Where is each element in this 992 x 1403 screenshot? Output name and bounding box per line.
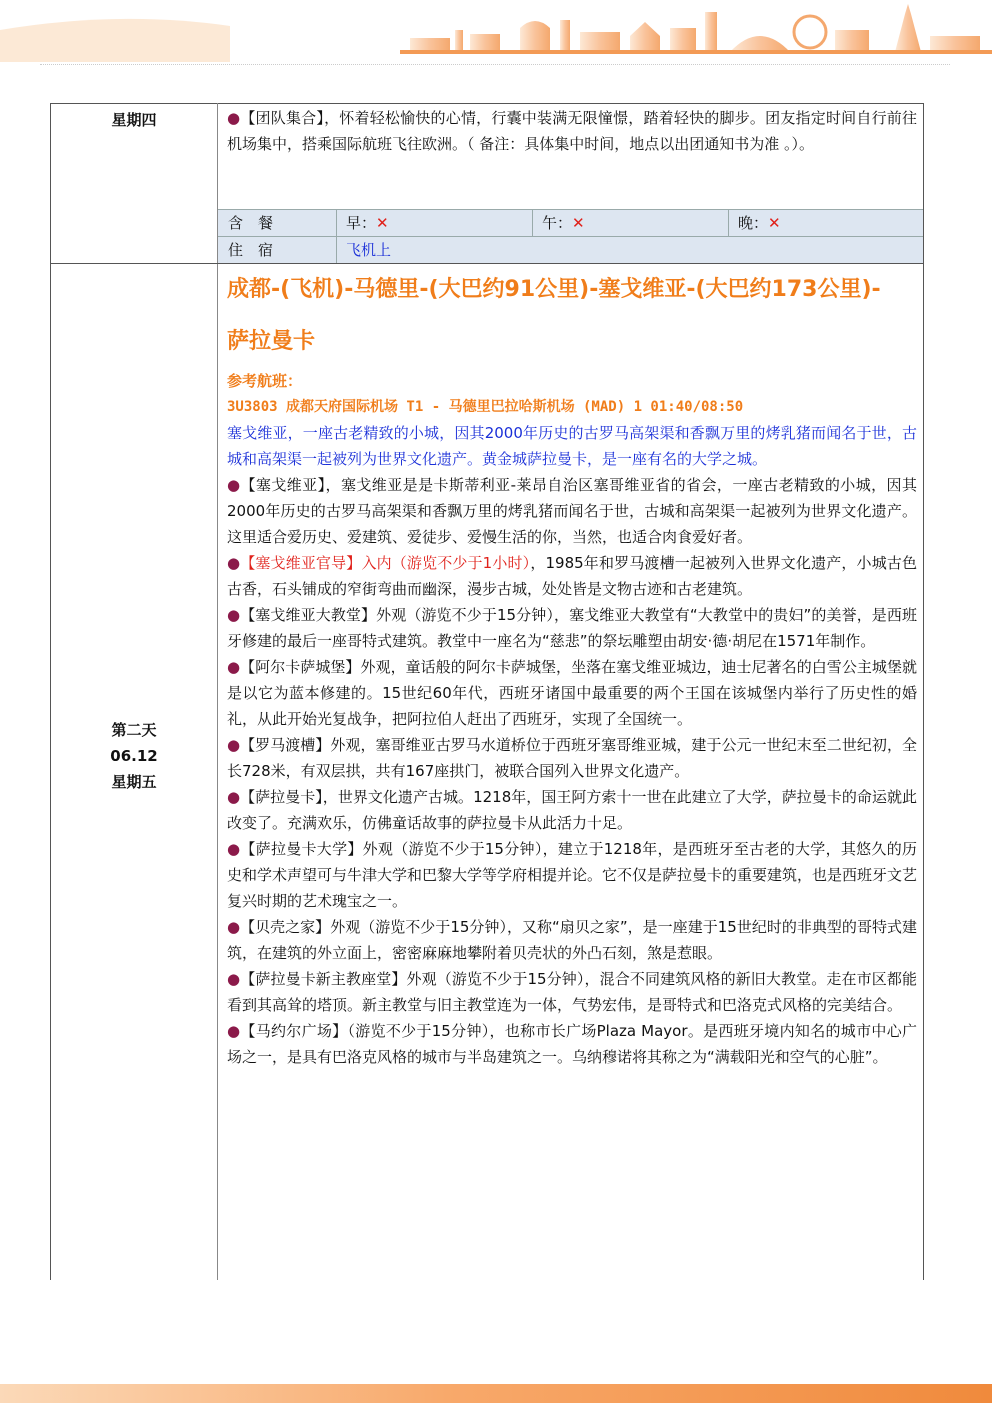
bullet-icon: ● [227,1022,241,1040]
dinner-cell: 晚：✕ [738,214,781,232]
day1-weekday: 星期四 [111,111,157,129]
header-divider [40,64,950,65]
day2-route-title-1: 成都-(飞机)-马德里-(大巴约91公里)-塞戈维亚-(大巴约173公里)- [227,277,881,302]
day2-description [227,264,917,1070]
attraction-item: ●【贝壳之家】外观（游览不少于15分钟），又称“扇贝之家”，是一座建于15世纪时的非典型的哥特式建筑，在建筑的外立面上，密密麻麻地攀附着贝壳状的外凸石刻，煞是惹眼。 [227,918,917,962]
day2-day: 第二天 [111,721,157,739]
footer-band [0,1384,992,1403]
stay-row [218,236,923,263]
stay-value: 飞机上 [346,241,392,259]
bullet-icon: ● [227,736,241,754]
bullet-icon: ● [227,970,241,988]
attraction-item: ●【马约尔广场】（游览不少于15分钟），也称市长广场Plaza Mayor。是西班牙境内知名的城市中心广场之一，是具有巴洛克风格的城市与半岛建筑之一。乌纳穆诺将其称之为“满载阳光和空气的心脏”。 [227,1022,917,1066]
lunch-x-icon: ✕ [572,214,585,232]
dinner-x-icon: ✕ [768,214,781,232]
breakfast-x-icon: ✕ [376,214,389,232]
day2-date: 06.12 [110,747,158,765]
bullet-icon: ● [227,918,241,936]
lunch-cell: 午：✕ [542,214,585,232]
day2-route-title-2: 萨拉曼卡 [227,329,316,354]
attraction-item: ●【塞戈维亚】，塞戈维亚是是卡斯蒂利亚-莱昂自治区塞哥维亚省的省会，一座古老精致的小城，因其2000年历史的古罗马高架渠和香飘万里的烤乳猪而闻名于世，古城和高架渠一起被列为世界文化遗产。这里适合爱历史、爱建筑、爱徒步、爱慢生活的你，当然，也适合肉食爱好者。 [227,476,917,546]
day1-description [227,105,917,157]
day2-weekday: 星期五 [111,773,157,791]
day1-text: 【团队集合】，怀着轻松愉快的心情，行囊中装满无限憧憬，踏着轻快的脚步。团友指定时间自行前往机场集中，搭乘国际航班飞往欧洲。（ 备注：具体集中时间，地点以出团通知书为准 。）。 [227,109,917,153]
breakfast-cell: 早：✕ [346,214,389,232]
attraction-item: ●【塞戈维亚大教堂】外观（游览不少于15分钟），塞戈维亚大教堂有“大教堂中的贵妇”的美誉，是西班牙修建的最后一座哥特式建筑。教堂中一座名为“慈悲”的祭坛雕塑由胡安·德·胡尼在1571年制作。 [227,606,917,650]
header-banner [0,0,992,62]
flight-info: 3U3803 成都天府国际机场 T1 - 马德里巴拉哈斯机场 (MAD) 1 01:40/08:50 [227,399,744,415]
bullet-icon: ● [227,606,241,624]
attraction-item: ●【萨拉曼卡大学】外观（游览不少于15分钟），建立于1218年，是西班牙至古老的大学，其悠久的历史和学术声望可与牛津大学和巴黎大学等学府相提并论。它不仅是萨拉曼卡的重要建筑，也是西班牙文艺复兴时期的艺术瑰宝之一。 [227,840,918,910]
day2-label [51,717,217,795]
stay-label: 住 宿 [228,241,274,259]
table-top-border [51,103,923,104]
bullet-icon: ● [227,658,241,676]
day2-intro: 塞戈维亚，一座古老精致的小城，因其2000年历史的古罗马高架渠和香飘万里的烤乳猪而闻名于世，古城和高架渠一起被列为世界文化遗产。黄金城萨拉曼卡，是一座有名的大学之城。 [227,424,917,468]
bullet-icon: ● [227,840,241,858]
flight-label: 参考航班： [227,372,303,390]
bullet-icon: ● [227,554,241,572]
itinerary-table [50,103,924,1280]
bullet-icon: ● [227,109,241,127]
bullet-icon: ● [227,476,241,494]
attraction-item: ●【罗马渡槽】外观，塞哥维亚古罗马水道桥位于西班牙塞哥维亚城，建于公元一世纪末至二世纪初，全长728米，有双层拱，共有167座拱门，被联合国列入世界文化遗产。 [227,736,917,780]
column-divider [217,103,218,1280]
attraction-item: ●【萨拉曼卡新主教座堂】外观（游览不少于15分钟），混合不同建筑风格的新旧大教堂。走在市区都能看到其高耸的塔顶。新主教堂与旧主教堂连为一体，气势宏伟，是哥特式和巴洛克式风格的完美结合。 [227,970,917,1014]
attraction-item: ●【萨拉曼卡】，世界文化遗产古城。1218年，国王阿方索十一世在此建立了大学，萨拉曼卡的命运就此改变了。充满欢乐，仿佛童话故事的萨拉曼卡从此活力十足。 [227,788,917,832]
attraction-item: ●【塞戈维亚官导】入内（游览不少于1小时），1985年和罗马渡槽一起被列入世界文化遗产，小城古色古香，石头铺成的窄街弯曲而幽深，漫步古城，处处皆是文物古迹和古老建筑。 [227,554,917,598]
bullet-icon: ● [227,788,241,806]
attraction-item: ●【阿尔卡萨城堡】外观，童话般的阿尔卡萨城堡，坐落在塞戈维亚城边，迪士尼著名的白雪公主城堡就是以它为蓝本修建的。15世纪60年代，西班牙诸国中最重要的两个王国在该城堡内举行了历史性的婚礼，从此开始光复战争，把阿拉伯人赶出了西班牙，实现了全国统一。 [227,658,917,728]
meals-label: 含 餐 [228,214,274,232]
meals-row [218,209,923,236]
